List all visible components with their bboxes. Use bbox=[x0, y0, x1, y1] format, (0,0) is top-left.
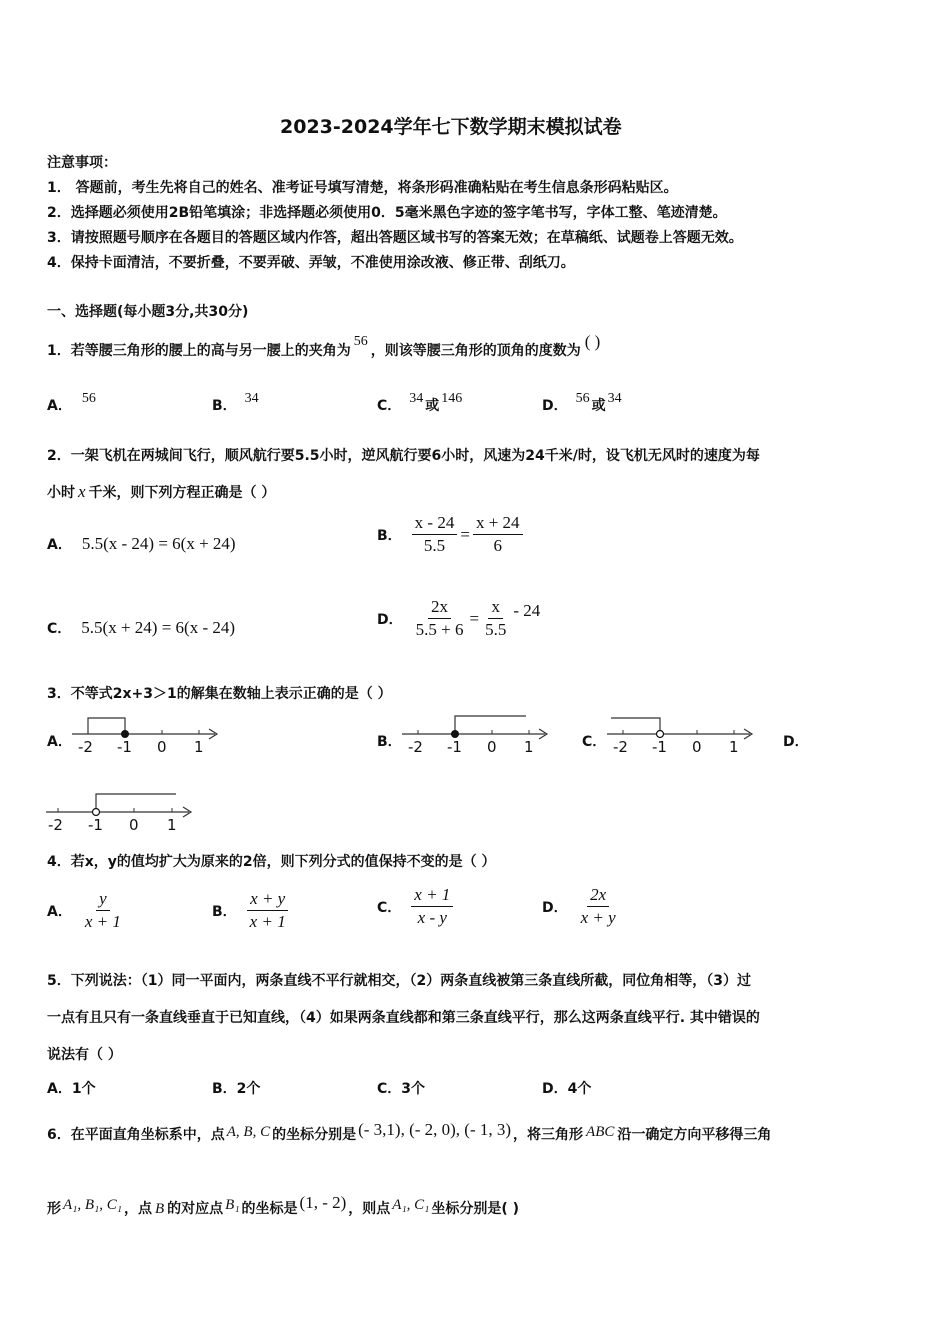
q6-line-2 bbox=[47, 1193, 520, 1218]
q2-text: 小时 bbox=[47, 485, 75, 501]
q3-option-d-label[interactable]: D． bbox=[783, 734, 809, 750]
q6-coords: (- 3,1), (- 2, 0), (- 1, 3) bbox=[358, 1120, 512, 1139]
q1-angle: 56 bbox=[353, 334, 368, 349]
numerator: 2x bbox=[428, 598, 451, 619]
notes-heading: 注意事项： bbox=[47, 155, 117, 171]
tick-label: 1 bbox=[524, 738, 534, 756]
option-label: C． bbox=[377, 398, 402, 414]
q2-option-d[interactable] bbox=[377, 598, 540, 639]
note-item: 3．请按照题号顺序在各题目的答题区域内作答，超出答题区域书写的答案无效；在草稿纸、试题卷上答题无效。 bbox=[47, 230, 743, 246]
open-dot bbox=[93, 809, 100, 816]
q3-text: 3．不等式2x+3＞1的解集在数轴上表示正确的是（ ） bbox=[47, 686, 392, 702]
q1-option-d[interactable] bbox=[542, 391, 622, 415]
option-label: B． bbox=[212, 398, 237, 414]
tick-label: 1 bbox=[194, 738, 204, 756]
q3-option-c-label[interactable]: C． bbox=[582, 734, 607, 750]
q3-option-b-label[interactable]: B． bbox=[377, 734, 402, 750]
tick-label: -1 bbox=[652, 738, 667, 756]
numerator: x bbox=[488, 598, 503, 619]
number-line-b[interactable] bbox=[400, 712, 560, 756]
q6-text: 沿一确定方向平移得三角 bbox=[617, 1127, 772, 1143]
option-label: C． bbox=[47, 621, 72, 637]
q3-option-a-label[interactable]: A． bbox=[47, 734, 72, 750]
tick-label: -2 bbox=[48, 816, 63, 834]
equals-sign: = bbox=[469, 608, 480, 628]
option-tail: - 24 bbox=[513, 600, 541, 620]
solution-bracket bbox=[611, 718, 660, 734]
option-label: A． bbox=[47, 537, 72, 553]
q2-line-2 bbox=[47, 482, 275, 502]
option-value: 146 bbox=[441, 391, 463, 406]
q6-text: 的坐标分别是 bbox=[272, 1127, 357, 1143]
fraction bbox=[482, 598, 509, 639]
option-value: 56 bbox=[81, 391, 96, 406]
q4-option-a[interactable] bbox=[47, 890, 124, 931]
solution-bracket bbox=[88, 718, 125, 734]
q6-triangle: ABC bbox=[586, 1124, 615, 1140]
q2-text: 千米，则下列方程正确是（ ） bbox=[88, 485, 276, 501]
numerator: y bbox=[96, 890, 110, 911]
page-title: 2023-2024学年七下数学期末模拟试卷 bbox=[280, 116, 622, 138]
q6-points: A₁, B₁, C₁ bbox=[63, 1197, 122, 1213]
tick-label: 0 bbox=[129, 816, 139, 834]
q4-option-c[interactable] bbox=[377, 886, 453, 927]
tick-label: -1 bbox=[117, 738, 132, 756]
q6-text: 6．在平面直角坐标系中，点 bbox=[47, 1127, 225, 1143]
tick-label: 0 bbox=[692, 738, 702, 756]
q2-option-a[interactable] bbox=[47, 534, 236, 554]
q6-text: 的对应点 bbox=[167, 1201, 224, 1217]
q6-text: ，将三角形 bbox=[513, 1127, 584, 1143]
numerator: x + 1 bbox=[411, 886, 453, 907]
q1-text-pre: 1．若等腰三角形的腰上的高与另一腰上的夹角为 bbox=[47, 343, 351, 359]
option-label: A． bbox=[47, 903, 72, 920]
tick-label: -1 bbox=[447, 738, 462, 756]
number-line-d[interactable] bbox=[44, 790, 204, 834]
q5-option-d[interactable]: D．4个 bbox=[542, 1081, 592, 1097]
q5-option-c[interactable]: C．3个 bbox=[377, 1081, 426, 1097]
q5-line-2: 一点有且只有一条直线垂直于已知直线，（4）如果两条直线都和第三条直线平行，那么这两条直线平行. 其中错误的 bbox=[47, 1010, 760, 1026]
q6-text: ，点 bbox=[123, 1201, 152, 1217]
q6-coords: (1, - 2) bbox=[299, 1193, 347, 1212]
note-item: 4．保持卡面清洁，不要折叠，不要弄破、弄皱，不准使用涂改液、修正带、刮纸刀。 bbox=[47, 255, 575, 271]
fraction bbox=[247, 890, 289, 931]
fraction bbox=[473, 514, 523, 555]
q6-line-1 bbox=[47, 1120, 772, 1144]
tick-label: -2 bbox=[613, 738, 628, 756]
option-label: D． bbox=[377, 611, 403, 628]
option-label: B． bbox=[212, 903, 237, 920]
option-label: D． bbox=[542, 899, 568, 916]
denominator: x - y bbox=[417, 908, 447, 927]
denominator: 5.5 bbox=[423, 536, 446, 555]
q4-option-d[interactable] bbox=[542, 886, 619, 927]
option-expr: 5.5(x + 24) = 6(x - 24) bbox=[81, 618, 236, 637]
q6-points: A₁, C₁ bbox=[392, 1197, 430, 1213]
numerator: 2x bbox=[587, 886, 609, 907]
option-label: B． bbox=[377, 527, 402, 544]
q6-point: B bbox=[154, 1201, 165, 1217]
note-item: 1． 答题前，考生先将自己的姓名、准考证号填写清楚，将条形码准确粘贴在考生信息条形码粘贴区。 bbox=[47, 180, 678, 196]
option-value: 34 bbox=[607, 391, 622, 406]
tick-label: 1 bbox=[167, 816, 177, 834]
q6-text: ，则点 bbox=[348, 1201, 391, 1217]
q4-option-b[interactable] bbox=[212, 890, 289, 931]
denominator: 5.5 bbox=[485, 620, 507, 639]
tick-label: -1 bbox=[88, 816, 103, 834]
denominator: 5.5 + 6 bbox=[415, 620, 464, 639]
q2-line-1: 2．一架飞机在两城间飞行，顺风航行要5.5小时，逆风航行要6小时，风速为24千米/时，设飞机无风时的速度为每 bbox=[47, 448, 760, 464]
option-or: 或 bbox=[425, 398, 440, 414]
q6-point: B₁ bbox=[225, 1197, 240, 1213]
option-expr: 5.5(x - 24) = 6(x + 24) bbox=[81, 534, 236, 553]
q1-paren: ( ) bbox=[584, 332, 601, 351]
equals-sign: = bbox=[460, 524, 470, 544]
fraction bbox=[413, 598, 467, 639]
q2-option-c[interactable] bbox=[47, 618, 235, 638]
q5-option-a[interactable]: A．1个 bbox=[47, 1081, 96, 1097]
q5-line-3: 说法有（ ） bbox=[47, 1047, 122, 1063]
open-dot bbox=[657, 731, 664, 738]
note-item: 2．选择题必须使用2B铅笔填涂；非选择题必须使用0．5毫米黑色字迹的签字笔书写，字体工整、笔迹清楚。 bbox=[47, 205, 727, 221]
numerator: x + 24 bbox=[473, 514, 523, 535]
tick-label: -2 bbox=[78, 738, 93, 756]
option-or: 或 bbox=[591, 398, 606, 414]
q6-text: 坐标分别是( ) bbox=[431, 1201, 520, 1217]
filled-dot bbox=[451, 730, 459, 738]
q2-var: x bbox=[78, 482, 86, 501]
q1-text-post: ，则该等腰三角形的顶角的度数为 bbox=[370, 343, 581, 359]
question-1 bbox=[47, 332, 601, 360]
denominator: x + 1 bbox=[249, 912, 286, 931]
tick-label: -2 bbox=[408, 738, 423, 756]
numerator: x - 24 bbox=[412, 514, 458, 535]
numerator: x + y bbox=[247, 890, 288, 911]
solution-bracket bbox=[455, 716, 526, 734]
fraction bbox=[82, 890, 124, 931]
q1-option-a[interactable] bbox=[47, 391, 96, 415]
tick-label: 0 bbox=[157, 738, 167, 756]
q2-option-b[interactable] bbox=[377, 514, 523, 555]
option-value: 34 bbox=[244, 391, 259, 406]
q4-text: 4．若x，y的值均扩大为原来的2倍，则下列分式的值保持不变的是（ ） bbox=[47, 854, 496, 870]
option-value: 34 bbox=[409, 391, 424, 406]
q5-option-b[interactable]: B．2个 bbox=[212, 1081, 261, 1097]
option-label: A． bbox=[47, 398, 72, 414]
q1-option-b[interactable] bbox=[212, 391, 259, 415]
denominator: x + y bbox=[580, 908, 616, 927]
solution-bracket bbox=[96, 794, 176, 812]
option-value: 56 bbox=[575, 391, 590, 406]
tick-label: 1 bbox=[729, 738, 739, 756]
option-label: D． bbox=[542, 398, 568, 414]
number-line-a[interactable] bbox=[70, 712, 230, 756]
q1-option-c[interactable] bbox=[377, 391, 463, 415]
number-line-c[interactable] bbox=[605, 712, 765, 756]
option-label: C． bbox=[377, 899, 402, 916]
denominator: x + 1 bbox=[84, 912, 121, 931]
section-heading: 一、选择题(每小题3分,共30分) bbox=[47, 304, 249, 320]
q6-text: 形 bbox=[47, 1201, 61, 1217]
fraction bbox=[412, 514, 458, 555]
q5-line-1: 5．下列说法：（1）同一平面内，两条直线不平行就相交，（2）两条直线被第三条直线所截，同位角相等，（3）过 bbox=[47, 973, 751, 989]
fraction bbox=[578, 886, 619, 927]
q6-text: 的坐标是 bbox=[241, 1201, 298, 1217]
tick-label: 0 bbox=[487, 738, 497, 756]
denominator: 6 bbox=[493, 536, 502, 555]
fraction bbox=[411, 886, 453, 927]
q6-points: A, B, C bbox=[226, 1124, 271, 1140]
filled-dot bbox=[121, 730, 129, 738]
